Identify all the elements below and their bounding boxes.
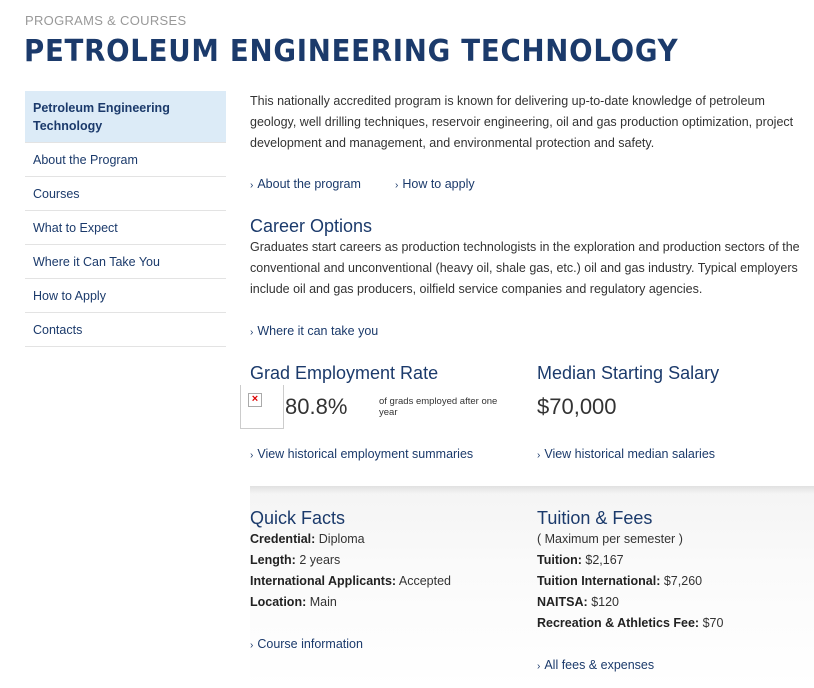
employment-rate-note: of grads employed after one year xyxy=(379,396,498,418)
employment-rate-value: 80.8% xyxy=(285,394,348,419)
where-it-can-take-you-link[interactable] xyxy=(250,324,378,338)
sidebar-item-what-to-expect[interactable]: What to Expect xyxy=(25,211,226,245)
salary-value: $70,000 xyxy=(537,394,617,419)
sidebar-item-courses[interactable]: Courses xyxy=(25,177,226,211)
tuition-list xyxy=(537,550,723,634)
fact-label: Location: xyxy=(250,595,307,609)
all-fees-link-label: All fees & expenses xyxy=(544,658,655,672)
fact-value: 2 years xyxy=(299,553,341,567)
fact-value: Accepted xyxy=(398,574,451,588)
tuition-label: NAITSA: xyxy=(537,595,588,609)
how-to-apply-link[interactable] xyxy=(395,177,475,191)
tuition-row xyxy=(537,571,723,592)
tuition-value: $70 xyxy=(702,616,724,630)
quick-facts-heading: Quick Facts xyxy=(250,508,346,528)
employment-heading: Grad Employment Rate xyxy=(250,363,439,383)
tuition-value: $120 xyxy=(591,595,619,609)
sidebar-nav xyxy=(25,91,226,347)
career-heading: Career Options xyxy=(250,216,373,236)
chevron-right-icon: › xyxy=(537,661,541,672)
about-program-link-label: About the program xyxy=(257,177,361,191)
all-fees-link[interactable] xyxy=(537,658,654,672)
chevron-right-icon: › xyxy=(537,450,541,461)
fact-value: Main xyxy=(309,595,337,609)
tuition-value: $2,167 xyxy=(585,553,624,567)
chevron-right-icon: › xyxy=(250,450,254,461)
course-information-link[interactable] xyxy=(250,637,363,651)
about-program-link[interactable] xyxy=(250,177,361,191)
how-to-apply-link-label: How to apply xyxy=(402,177,475,191)
tuition-label: Recreation & Athletics Fee: xyxy=(537,616,700,630)
chevron-right-icon: › xyxy=(250,640,254,651)
median-salaries-link-label: View historical median salaries xyxy=(544,447,716,461)
broken-image-icon: × xyxy=(248,393,262,407)
median-salaries-link[interactable] xyxy=(537,447,715,461)
fact-value: Diploma xyxy=(318,532,365,546)
sidebar-item-how-to-apply[interactable]: How to Apply xyxy=(25,279,226,313)
fact-row xyxy=(250,550,451,571)
sidebar-item-where-it-can-take-you[interactable]: Where it Can Take You xyxy=(25,245,226,279)
fact-row xyxy=(250,571,451,592)
where-it-can-take-you-link-label: Where it can take you xyxy=(257,324,379,338)
fact-row xyxy=(250,529,451,550)
quick-facts-list xyxy=(250,529,451,613)
employment-image xyxy=(240,385,284,429)
tuition-label: Tuition International: xyxy=(537,574,661,588)
fact-label: International Applicants: xyxy=(250,574,397,588)
employment-summaries-link-label: View historical employment summaries xyxy=(257,447,474,461)
sidebar-item-contacts[interactable]: Contacts xyxy=(25,313,226,347)
tuition-row xyxy=(537,613,723,634)
intro-section xyxy=(250,91,814,154)
tuition-row xyxy=(537,550,723,571)
fact-row xyxy=(250,592,451,613)
fact-label: Credential: xyxy=(250,532,316,546)
chevron-right-icon: › xyxy=(395,180,399,191)
employment-summaries-link[interactable] xyxy=(250,447,473,461)
tuition-subheading: ( Maximum per semester ) xyxy=(537,532,683,546)
page-title: PETROLEUM ENGINEERING TECHNOLOGY xyxy=(24,34,679,69)
breadcrumb: PROGRAMS & COURSES xyxy=(25,13,187,28)
fact-label: Length: xyxy=(250,553,296,567)
sidebar-item-program[interactable]: Petroleum Engineering Technology xyxy=(25,91,226,143)
tuition-heading: Tuition & Fees xyxy=(537,508,653,528)
intro-text: This nationally accredited program is known for delivering up-to-date knowledge of petroleum geology, well drilling techniques, reservoir engineering, oil and gas production optimization, project development and management, and environmental protection and safety. xyxy=(250,94,794,150)
chevron-right-icon: › xyxy=(250,327,254,338)
chevron-right-icon: › xyxy=(250,180,254,191)
sidebar-item-about[interactable]: About the Program xyxy=(25,143,226,177)
course-information-link-label: Course information xyxy=(257,637,363,651)
tuition-label: Tuition: xyxy=(537,553,582,567)
tuition-row xyxy=(537,592,723,613)
career-text: Graduates start careers as production technologists in the exploration and production sectors of the conventional and unconventional (heavy oil, shale gas, etc.) oil and gas industry. Typical employers include oil and gas producers, oilfield service companies and regulatory agencies. xyxy=(250,240,800,296)
tuition-value: $7,260 xyxy=(663,574,703,588)
salary-heading: Median Starting Salary xyxy=(537,363,720,383)
